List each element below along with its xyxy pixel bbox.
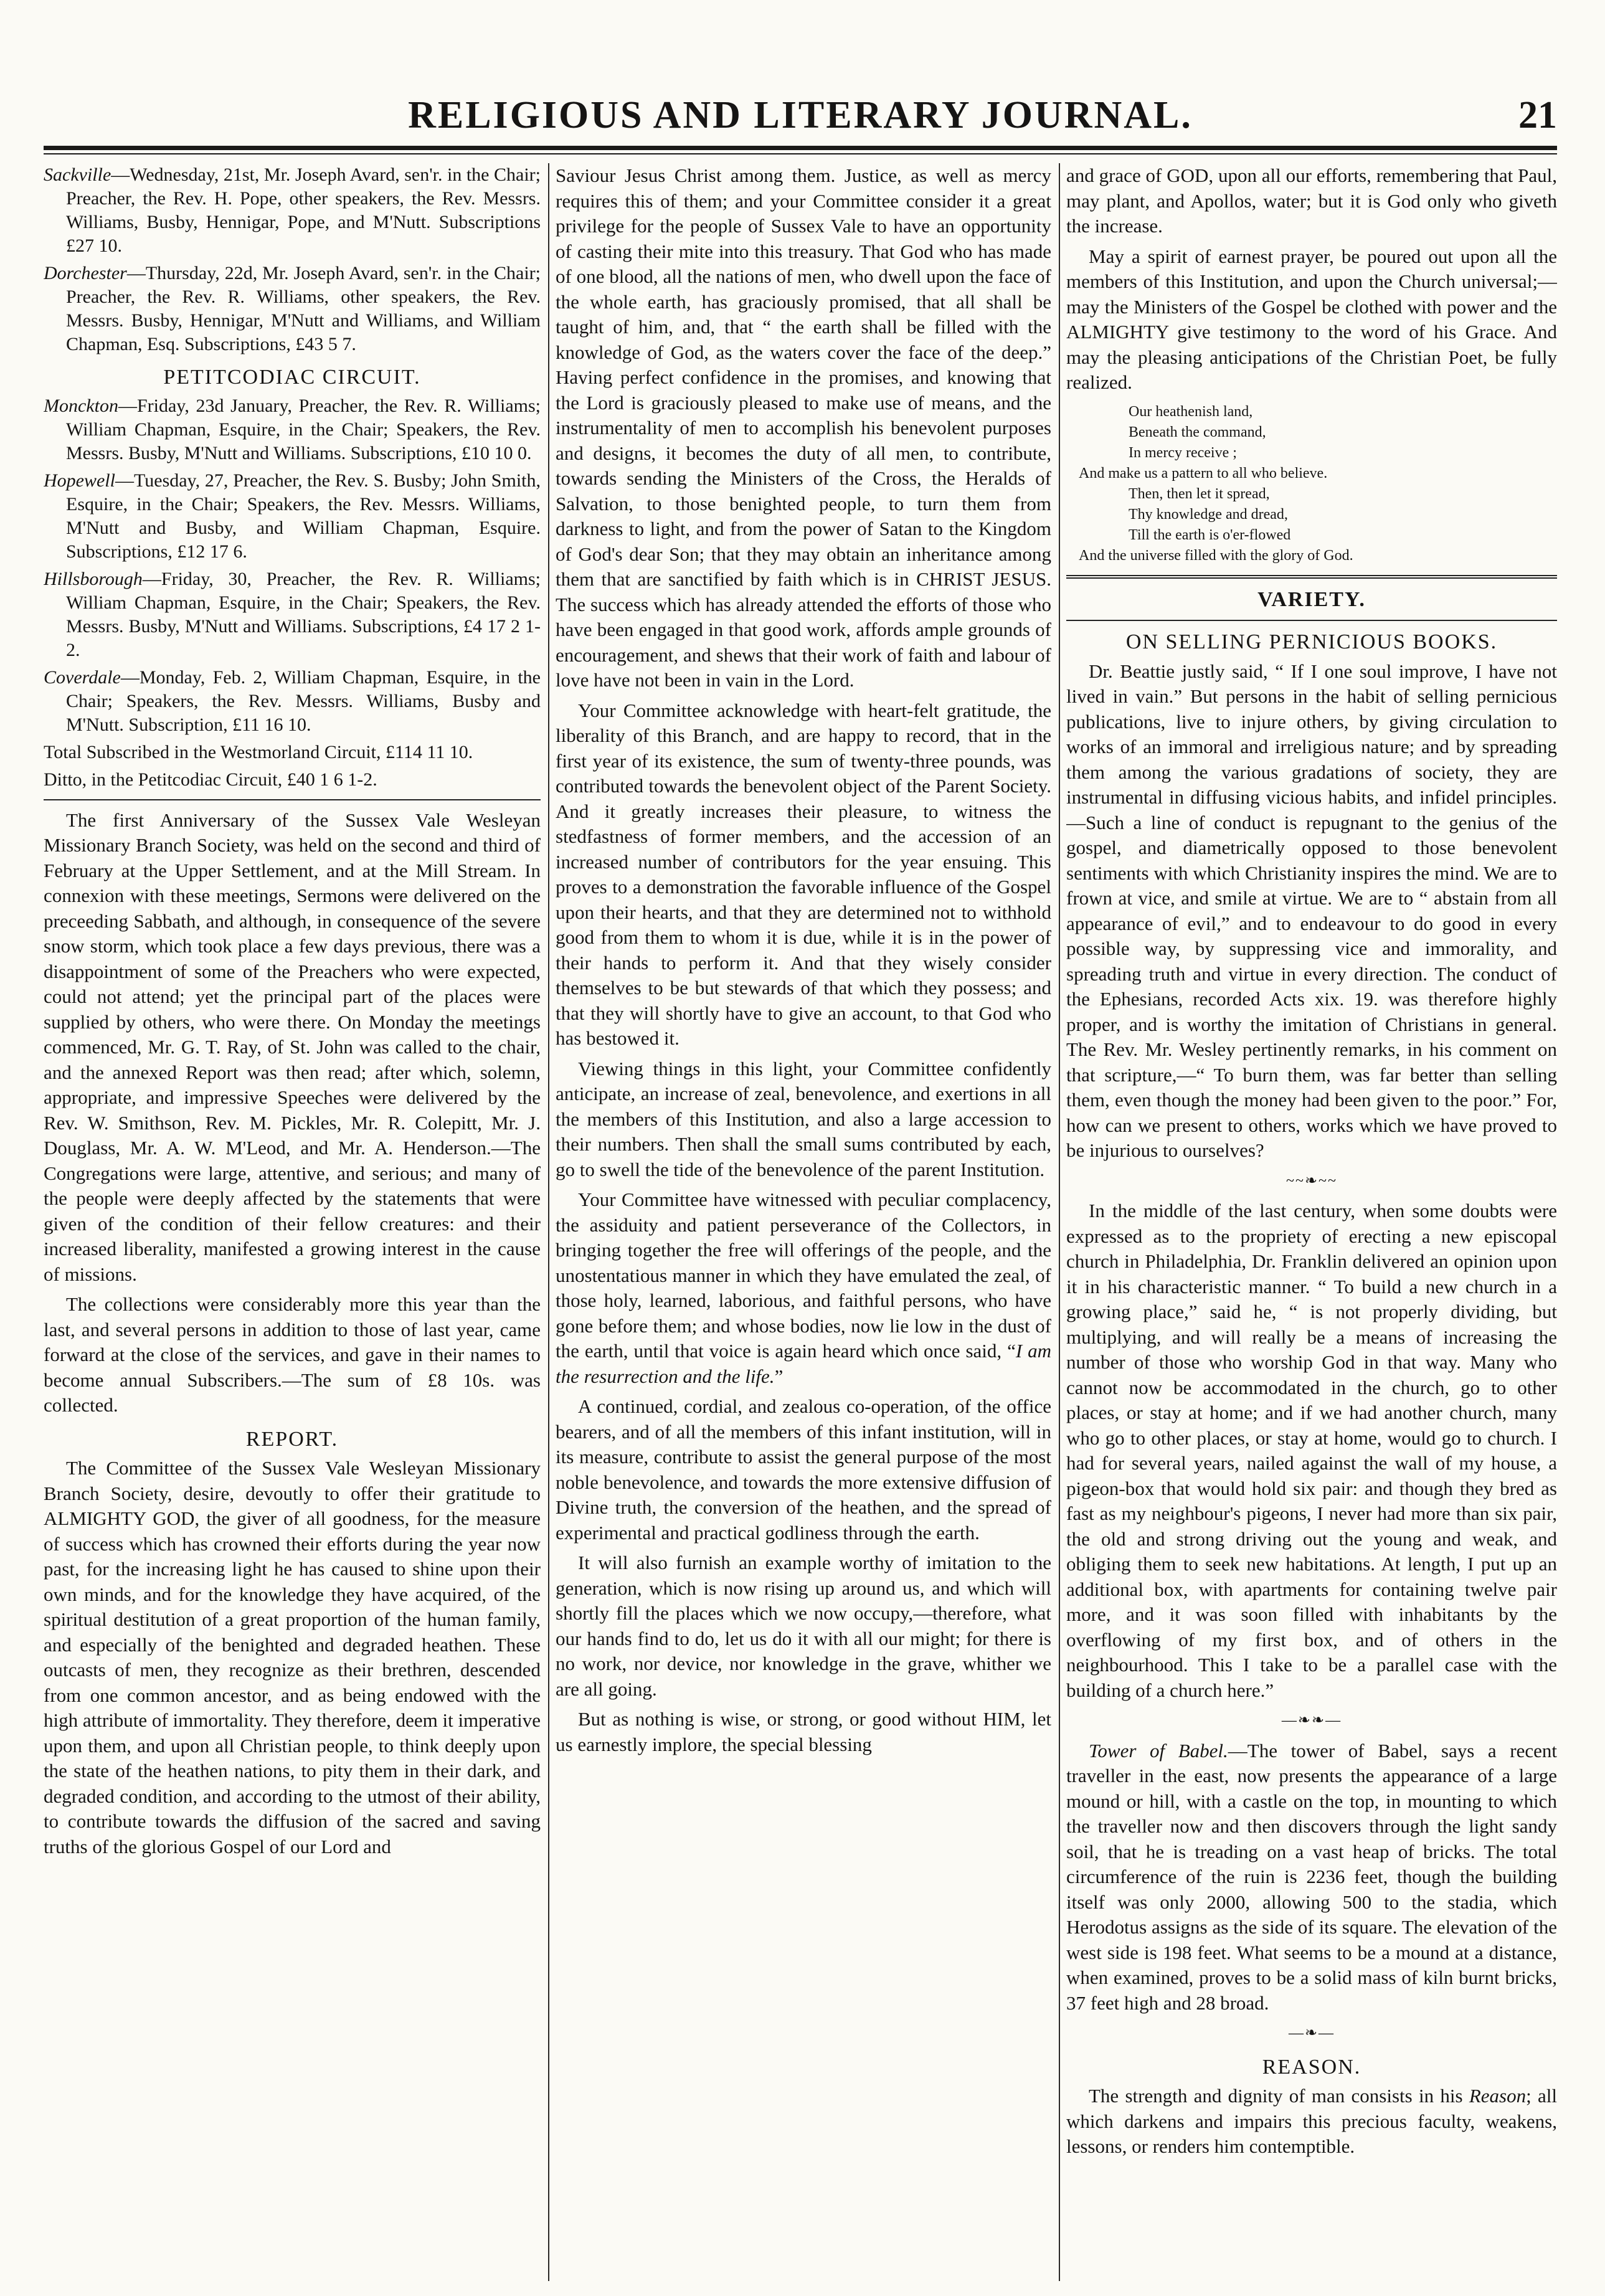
- poem-line: Beneath the command,: [1129, 424, 1266, 440]
- ornament-separator: —❧—: [1288, 2025, 1335, 2041]
- meeting-entry: [44, 163, 541, 258]
- body-paragraph: Dr. Beattie justly said, “ If I one soul improve, I have not lived in vain.” But persons in the habit of selling pernicious publications, live to injure others, by giving circulation to works of an immoral and irreligious nature; and by spreading them among the various gradations of society, they are instrumental in diffusing vicious habits, and infidel principles.—Such a line of conduct is repugnant to the genius of the gospel, and diametrically opposed to those benevolent sentiments with which Christianity inspires the mind. We are to frown at vice, and smile at virtue. We are to “ abstain from all appearance of evil,” and to endeavour to do good in every possible way, by suppressing vice and immorality, and spreading truth and virtue in every direction. The conduct of the Ephesians, recorded Acts xix. 19. was therefore highly proper, and is worthy the imitation of Christians in general. The Rev. Mr. Wesley pertinently remarks, in his comment on that scripture,—“ To burn them, was far better than selling them, even though the money had been given to the poor.” For, how can we present to others, works which we have proved to be injurious to ourselves?: [1066, 660, 1557, 1161]
- section-rule: [44, 799, 541, 800]
- column-divider: [1059, 163, 1060, 2281]
- paragraph-text: Your Committee have witnessed with peculiar complacency, the assiduity and patient perseverance of the Collectors, in bringing together the free will offerings of the people, and the unostentatious manner in which they have emulated the zeal, of those holy, learned, laborious, and faithful persons, who have gone before them; and whose bodies, now lie low in the dust of the earth, until that voice is again heard which once said, “: [556, 1188, 1051, 1362]
- meeting-entry: [44, 666, 541, 737]
- body-paragraph: Saviour Jesus Christ among them. Justice, as well as mercy requires this of them; and your Committee consider it a great privilege for the people of Sussex Vale to have an opportunity of casting their mite into this treasury. That God who has made of one blood, all the nations of men, who dwell upon the face of the whole earth, has graciously promised, that all shall be taught of him, and, that “ the earth shall be filled with the knowledge of God, as the waters cover the face of the deep.” Having perfect confidence in the promises, and knowing that the Lord is graciously pleased to make use of means, and the instrumentality of men to accomplish his benevolent purposes and designs, it becomes the duty of all men, to contribute, towards sending the Ministers of the Cross, the Heralds of Salvation, to those benighted people, to turn them from darkness to light, and from the power of Satan to the Kingdom of God's dear Son; that they may obtain an inheritance among them that are sanctified by faith which is in CHRIST JESUS. The success which has already attended the efforts of those who have been engaged in that good work, affords ample grounds of encouragement, and shews that their work of faith and labour of love have not been in vain in the Lord.: [556, 164, 1051, 691]
- entry-text: —Thursday, 22d, Mr. Joseph Avard, sen'r. in the Chair; Preacher, the Rev. R. Williams, other speakers, the Rev. Messrs. Busby, Hennigar, M'Nutt and Williams, and William Chapman, Esq. Subscriptions, £43 5 7.: [66, 263, 541, 354]
- poem-line: Till the earth is o'er-flowed: [1129, 526, 1291, 543]
- total-line: Ditto, in the Petitcodiac Circuit, £40 1 6 1-2.: [44, 769, 377, 790]
- ornament-separator: —❧❧—: [1281, 1712, 1342, 1729]
- poem-line: Our heathenish land,: [1129, 403, 1253, 420]
- place-name: Sackville: [44, 164, 111, 185]
- entry-text: —Friday, 23d January, Preacher, the Rev. R. Williams; William Chapman, Esquire, in the Chair; Speakers, the Rev. Messrs. Busby, M'Nutt and Williams. Subscriptions, £10 10 0.: [66, 395, 541, 463]
- article-heading: ON SELLING PERNICIOUS BOOKS.: [1125, 630, 1498, 653]
- page-number: 21: [1518, 94, 1557, 136]
- poem-line: In mercy receive ;: [1129, 444, 1237, 461]
- reason-heading: REASON.: [1262, 2055, 1361, 2079]
- column-1: [44, 163, 541, 2281]
- header-rule: [44, 146, 1557, 150]
- ornament-separator: ~~❧~~: [1285, 1172, 1338, 1189]
- place-name: Hopewell: [44, 470, 115, 491]
- anniversary-paragraph: The first Anniversary of the Sussex Vale Wesleyan Missionary Branch Society, was held on the second and third of February at the Upper Settlement, and at the Mill Stream. In connexion with these meetings, Sermons were delivered on the preceeding Sabbath, and although, in consequence of the severe snow storm, which took place a few days previous, there was a disappointment of some of the Preachers who were expected, could not attend; yet the principal part of the places were supplied by others, who were there. On Monday the meetings commenced, Mr. G. T. Ray, of St. John was called to the chair, and the annexed Report was then read; after which, solemn, appropriate, and impressive Speeches were delivered by the Rev. W. Smithson, Rev. M. Pickles, Mr. R. Colepitt, Mr. J. Douglass, Mr. A. W. M'Leod, and Mr. A. Henderson.—The Congregations were large, attentive, and serious; and many of the people were deeply affected by the statements that were given of the condition of their fellow creatures: and their increased liberality, manifested a growing interest in the cause of missions.: [44, 809, 541, 1285]
- meeting-entry: [44, 469, 541, 564]
- column-divider: [548, 163, 549, 2281]
- section-rule: [1066, 620, 1557, 621]
- poem-line: Thy knowledge and dread,: [1129, 506, 1288, 523]
- column-3: [1066, 163, 1557, 2281]
- meeting-entry: [44, 394, 541, 465]
- quote-close: ”: [774, 1365, 784, 1387]
- poem: [1066, 402, 1557, 566]
- article-title: Tower of Babel.: [1089, 1739, 1228, 1762]
- entry-text: —Monday, Feb. 2, William Chapman, Esquire, in the Chair; Speakers, the Rev. Messrs. Williams, Busby and M'Nutt. Subscription, £11 16 10.: [66, 667, 541, 735]
- place-name: Coverdale: [44, 667, 121, 688]
- body-paragraph: May a spirit of earnest prayer, be poured out upon all the members of this Institution, and upon the Church universal;—may the Ministers of the Gospel be clothed with power and the ALMIGHTY give testimony to the word of his Grace. And may the pleasing anticipations of the Christian Poet, be fully realized.: [1066, 245, 1557, 393]
- journal-title: RELIGIOUS AND LITERARY JOURNAL.: [408, 94, 1193, 136]
- body-paragraph: It will also furnish an example worthy of imitation to the generation, which is now rising up around us, and which will shortly fill the places which we now occupy,—therefore, what our hands find to do, let us do it with all our might; for there is no work, nor device, nor knowledge in the grave, whither we are all going.: [556, 1552, 1051, 1700]
- meeting-entry: [44, 262, 541, 356]
- header-rule-thin: [44, 153, 1557, 154]
- poem-line: And the universe filled with the glory of God.: [1079, 547, 1353, 564]
- entry-text: —Wednesday, 21st, Mr. Joseph Avard, sen'r. in the Chair; Preacher, the Rev. H. Pope, other speakers, the Rev. Messrs. Williams, Busby, Hennigar, Pope, and M'Nutt. Subscriptions £27 10.: [66, 164, 541, 256]
- paragraph-text: ; all which darkens and impairs this precious faculty, weakens, lessons, or renders him contemptible.: [1066, 2085, 1557, 2157]
- place-name: Monckton: [44, 395, 118, 416]
- report-paragraph: The Committee of the Sussex Vale Wesleyan Missionary Branch Society, desire, devoutly to offer their gratitude to ALMIGHTY GOD, the giver of all goodness, for the measure of success which has crowned their efforts during the year now past, for the increasing light he has caused to shine upon their own minds, and for the knowledge they have acquired, of the spiritual destitution of a great proportion of the human family, and especially of the benighted and degraded heathen. These outcasts of men, they recognize as their brethren, descended from one common ancestor, and as being endowed with the high attribute of immortality. They therefore, deem it imperative upon them, and upon all Christian people, to think deeply upon the state of the heathen nations, to pity them in their dark, and degraded condition, and according to the utmost of their ability, to contribute towards the diffusion of the sacred and saving truths of the glorious Gospel of our Lord and: [44, 1457, 541, 1857]
- entry-text: —Tuesday, 27, Preacher, the Rev. S. Busby; John Smith, Esquire, in the Chair; Speakers, the Rev. Messrs. Williams, M'Nutt and Busby, and William Chapman, Esquire. Subscriptions, £12 17 6.: [66, 470, 541, 562]
- body-paragraph: and grace of GOD, upon all our efforts, remembering that Paul, may plant, and Apollos, water; but it is God only who giveth the increase.: [1066, 164, 1557, 237]
- column-2: [556, 163, 1051, 2281]
- body-paragraph: A continued, cordial, and zealous co-operation, of the office bearers, and of all the members of this infant institution, will in its measure, contribute to assist the general purpose of the most noble benevolence, and towards the more extensive diffusion of Divine truth, the conversion of the heathen, and the spread of experimental and practical godliness through the earth.: [556, 1395, 1051, 1544]
- poem-line: Then, then let it spread,: [1129, 485, 1270, 502]
- variety-heading: VARIETY.: [1257, 587, 1366, 611]
- body-paragraph: [1066, 1739, 1557, 2016]
- body-paragraph: In the middle of the last century, when some doubts were expressed as to the propriety of erecting a new episcopal church in Philadelphia, Dr. Franklin delivered an opinion upon it in his characteristic manner. “ To build a new church in a growing place,” said he, “ is not properly dividing, but multiplying, and will really be a means of increasing the number of those who worship God in that way. Many who cannot now be accommodated in the church, go to other places, or stay at home; and if we had another church, many who go to other places, or stay at home, would go to church. I had for several years, nailed against the wall of my house, a pigeon-box that would hold six pair: and though they bred as fast as my neighbour's pigeons, I never had more than six pair, the old and strong driving out the young and weak, and obliging them to seek new habitations. At length, I put up an additional box, with apartments for containing twelve pair more, and it was soon filled with inhabitants by the overflowing of my first box, and of others in the neighbourhood. This I take to be a parallel case with the building of a church here.”: [1066, 1200, 1557, 1701]
- italic-word: Reason: [1469, 2085, 1527, 2107]
- paragraph-text: The strength and dignity of man consists in his: [1089, 2085, 1469, 2107]
- place-name: Hillsborough: [44, 568, 143, 589]
- body-paragraph: [556, 1187, 1051, 1389]
- place-name: Dorchester: [44, 263, 127, 283]
- report-heading: REPORT.: [245, 1427, 339, 1451]
- paragraph-text: —The tower of Babel, says a recent traveller in the east, now presents the appearance of a large mound or hill, with a castle on the top, in mounting to which the traveller now and then discovers through the light sandy soil, that he is treading on a vast heap of bricks. The total circumference of the ruin is 2236 feet, though the building itself was only 2000, allowing 500 to the stadia, which Herodotus assigns as the side of its square. The elevation of the west side is 198 feet. What seems to be a mound at a distance, when examined, proves to be a solid mass of kiln burnt bricks, 37 feet high and 28 broad.: [1066, 1739, 1557, 2014]
- body-paragraph: But as nothing is wise, or strong, or good without HIM, let us earnestly implore, the special blessing: [556, 1708, 1051, 1755]
- scripture-quote: I am the resurrection and the life.: [556, 1340, 1051, 1387]
- body-paragraph: [1066, 2084, 1557, 2160]
- body-paragraph: Your Committee acknowledge with heart-felt gratitude, the liberality of this Branch, and are happy to record, that in the first year of its existence, the sum of twenty-three pounds, was contributed towards the benevolent object of the Parent Society. And it greatly increases their pleasure, to witness the stedfastness of former members, and the accession of an increased number of contributors for the year ensuing. This proves to a demonstration the favorable influence of the Gospel upon their hearts, and that they are determined not to withhold good from them to whom it is due, while it is in the power of their hands to perform it. And that they wisely consider themselves to be but stewards of that which they possess; and that they will shortly have to give an account, to that God who has bestowed it.: [556, 699, 1051, 1049]
- meeting-entry: [44, 567, 541, 662]
- page-header: [44, 93, 1557, 143]
- entry-text: —Friday, 30, Preacher, the Rev. R. Williams; William Chapman, Esquire, in the Chair; Speakers, the Rev. Messrs. Busby, M'Nutt and Williams. Subscriptions, £4 17 2 1-2.: [66, 568, 541, 660]
- circuit-heading: PETITCODIAC CIRCUIT.: [163, 366, 421, 389]
- poem-line: And make us a pattern to all who believe.: [1079, 465, 1328, 481]
- collections-paragraph: The collections were considerably more this year than the last, and several persons in addition to those of last year, came forward at the close of the services, and gave in their names to become annual Subscribers.—The sum of £8 10s. was collected.: [44, 1293, 541, 1416]
- body-paragraph: Viewing things in this light, your Committee confidently anticipate, an increase of zeal, benevolence, and exertions in all the members of this Institution, and also a large accession to their numbers. Then shall the small sums contributed by each, go to swell the tide of the benevolence of the parent Institution.: [556, 1057, 1051, 1180]
- section-rule: [1066, 575, 1557, 579]
- total-line: Total Subscribed in the Westmorland Circuit, £114 11 10.: [44, 741, 473, 762]
